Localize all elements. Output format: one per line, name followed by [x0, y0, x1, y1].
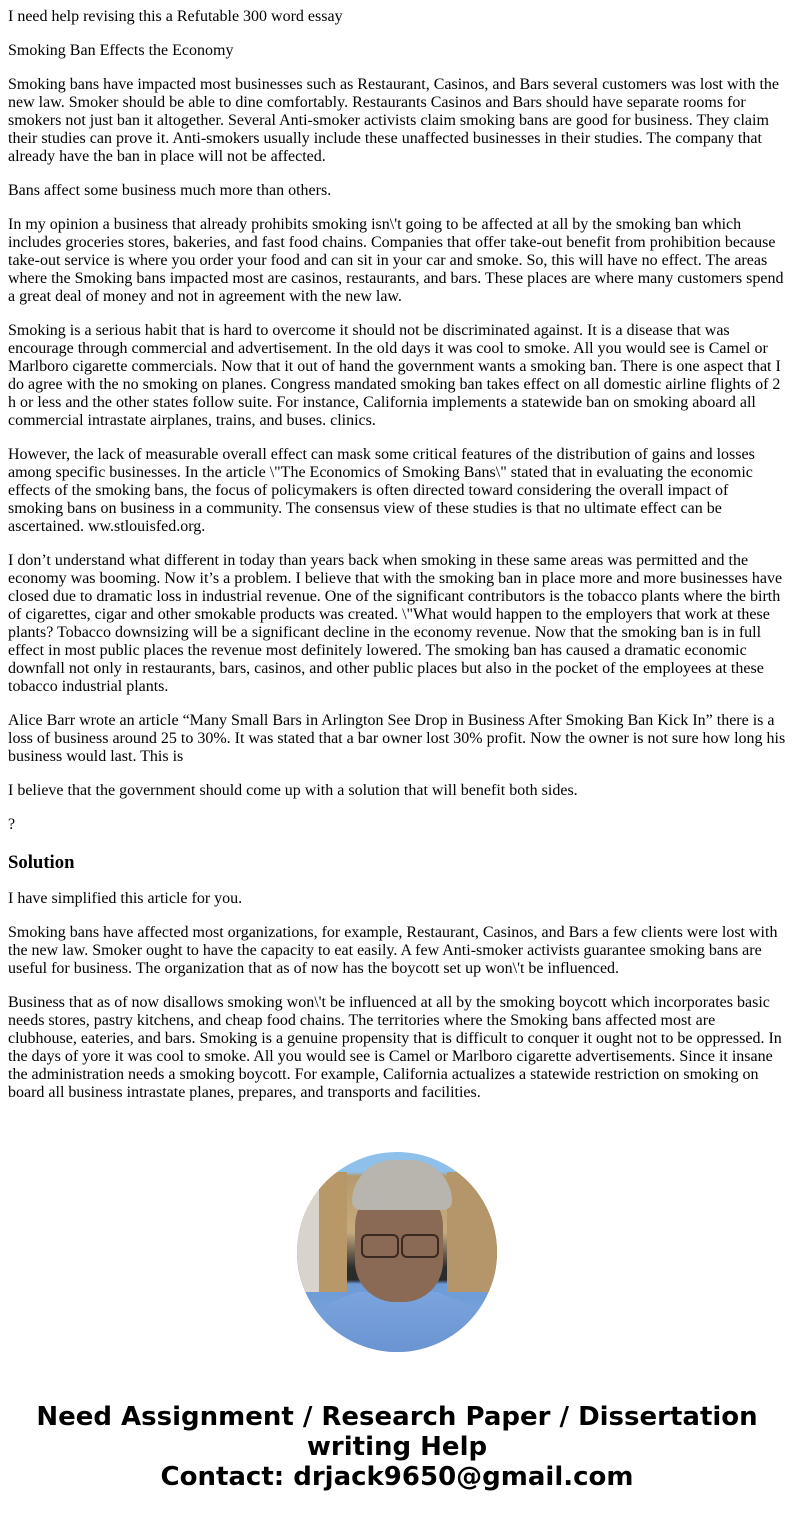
solution-paragraph: I have simplified this article for you. — [8, 890, 243, 907]
essay-paragraph: I believe that the government should come up with a solution that will benefit both sides. — [8, 782, 578, 799]
avatar-background-left — [297, 1172, 347, 1292]
solution-paragraph: Business that as of now disallows smoking won\'t be influenced at all by the smoking boycott which incorporates basic needs stores, pastry kitchens, and cheap food chains. The territories where the Smoking bans affected most are clubhouse, eateries, and bars. Smoking is a genuine propensity that is difficult to conquer it ought not to be oppressed. In the days of yore it was cool to smoke. All you would see is Camel or Marlboro cigarette advertisements. Since it insane the administration needs a smoking boycott. For example, California actualizes a statewide restriction on smoking on board all business intrastate planes, prepares, and transports and facilities. — [8, 994, 782, 1101]
essay-paragraph: In my opinion a business that already prohibits smoking isn\'t going to be affected at all by the smoking ban which includes groceries stores, bakeries, and fast food chains. Companies that offer take-out benefit from prohibition because take-out service is where you order your food and can sit in your car and smoke. So, this will have no effect. The areas where the Smoking bans impacted most are casinos, restaurants, and bars. These places are where many customers spend a great deal of money and not in agreement with the new law. — [8, 216, 784, 305]
advert-block — [0, 1152, 794, 1492]
solution-heading: Solution — [8, 852, 75, 873]
essay-paragraph: Alice Barr wrote an article “Many Small Bars in Arlington See Drop in Business After Smoking Ban Kick In” there is a loss of business around 25 to 30%. It was stated that a bar owner lost 30% profit. Now the owner is not sure how long his business would last. This is — [8, 712, 786, 765]
avatar — [297, 1152, 497, 1352]
advert-text — [0, 1402, 794, 1492]
solution-paragraph: Smoking bans have affected most organizations, for example, Restaurant, Casinos, and Bars a few clients were lost with the new law. Smoker ought to have the capacity to eat easily. A few Anti-smoker activists guarantee smoking bans are useful for business. The organization that as of now has the boycott set up won\'t be influenced. — [8, 924, 778, 977]
essay-paragraph: I don’t understand what different in today than years back when smoking in these same areas was permitted and the economy was booming. Now it’s a problem. I believe that with the smoking ban in place more and more businesses have closed due to dramatic loss in industrial revenue. One of the significant contributors is the tobacco plants where the birth of cigarettes, cigar and other smokable products was created. \"What would happen to the employers that work at these plants? Tobacco downsizing will be a significant decline in the economy revenue. Now that the smoking ban is in full effect in most public places the revenue most definitely lowered. The smoking ban has caused a dramatic economic downfall not only in restaurants, bars, casinos, and other public places but also in the pocket of the employees at these tobacco industrial plants. — [8, 552, 783, 695]
essay-paragraph: Smoking is a serious habit that is hard to overcome it should not be discriminated against. It is a disease that was encourage through commercial and advertisement. In the old days it was cool to smoke. All you would see is Camel or Marlboro cigarette commercials. Now that it out of hand the government wants a smoking ban. There is one aspect that I do agree with the no smoking on planes. Congress mandated smoking ban takes effect on all domestic airline flights of 2 h or less and the other states follow suite. For instance, California implements a statewide ban on smoking aboard all commercial intrastate airplanes, trains, and buses. clinics. — [8, 322, 781, 429]
avatar-background-right — [447, 1172, 497, 1292]
advert-contact: Contact: drjack9650@gmail.com — [160, 1462, 634, 1492]
question-intro: I need help revising this a Refutable 300 word essay — [8, 8, 343, 25]
essay-paragraph: However, the lack of measurable overall effect can mask some critical features of the distribution of gains and losses among specific businesses. In the article \"The Economics of Smoking Bans\" stated that in evaluating the economic effects of the smoking bans, the focus of policymakers is often directed toward considering the overall impact of smoking bans on business in a community. The consensus view of these studies is that no ultimate effect can be ascertained. ww.stlouisfed.org. — [8, 446, 755, 535]
essay-paragraph: Bans affect some business much more than others. — [8, 182, 332, 199]
avatar-hair — [352, 1160, 452, 1210]
essay-paragraph: ? — [8, 816, 16, 833]
essay-title: Smoking Ban Effects the Economy — [8, 42, 234, 59]
avatar-glasses-left — [361, 1234, 399, 1258]
advert-line-1: Need Assignment / Research Paper / Dissertation writing Help — [36, 1402, 758, 1462]
essay-paragraph: Smoking bans have impacted most businesses such as Restaurant, Casinos, and Bars several customers was lost with the new law. Smoker should be able to dine comfortably. Restaurants Casinos and Bars should have separate rooms for smokers not just ban it altogether. Several Anti-smoker activists claim smoking bans are good for business. They claim their studies can prove it. Anti-smokers usually include these unaffected businesses in their studies. The company that already have the ban in place will not be affected. — [8, 76, 779, 165]
avatar-glasses-right — [401, 1234, 439, 1258]
